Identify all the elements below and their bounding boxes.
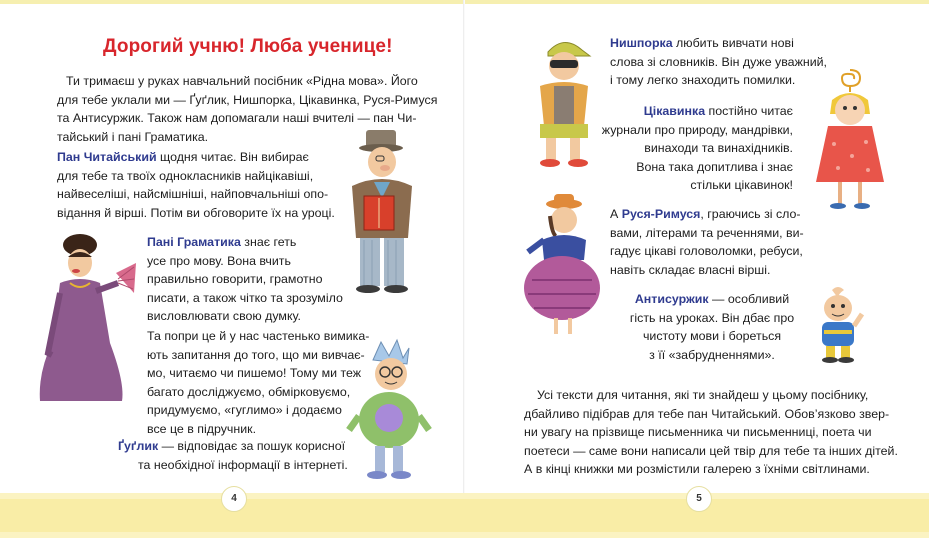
nyshporka-name: Нишпорка <box>610 36 673 50</box>
chytaiskyi-line-4: відання й вірші. Потім ви обговорите їх на уроці. <box>57 205 335 220</box>
hramatyka-line-4: писати, а також чітко та зрозуміло <box>147 290 343 305</box>
rusia-name: Руся-Римуся <box>621 207 701 221</box>
page-title: Дорогий учню! Люба ученице! <box>103 36 393 57</box>
guglyk-line-2: та необхідної інформації в інтернеті. <box>138 457 348 472</box>
intro-line-3: та Антисуржик. Також нам допомагали наші вчителі — пан Чи- <box>57 111 417 126</box>
chytaiskyi-line-1: Пан Читайський щодня читає. Він вибирає <box>57 150 309 164</box>
nyshporka-line-2: слова зі словників. Він дуже уважний, <box>610 54 827 69</box>
tsikavynka-line-1: Цікавинка постійно читає <box>643 104 793 118</box>
book-spine <box>463 0 465 538</box>
rusia-line-2: вами, літерами та реченнями, ви- <box>610 225 804 240</box>
tsikavynka-line-3: винаходи та винахідників. <box>644 141 793 156</box>
antysurzhyk-line-3: чистоту мови і бореться <box>642 329 782 344</box>
hramatyka-line-2: усе про мову. Вона вчить <box>147 253 291 268</box>
para2-line-5: придумуємо, «гуглимо» і додаємо <box>147 403 342 418</box>
tsikavynka-line-4: Вона така допитлива і знає <box>636 159 793 174</box>
nyshporka-illustration <box>530 34 600 174</box>
page-number-left: 4 <box>221 486 247 512</box>
antysurzhyk-line-2: гість на уроках. Він дбає про <box>629 310 795 325</box>
final-line-3: ни увагу на прізвище письменника чи письменниці, поета чи <box>524 425 872 440</box>
chytaiskyi-line-2: для тебе та твоїх однокласників найцікавіші, <box>57 168 314 183</box>
chytaiskyi-name: Пан Читайський <box>57 150 157 164</box>
nyshporka-line-1: Нишпорка любить вивчати нові <box>610 36 794 50</box>
hramatyka-name: Пані Граматика <box>147 235 241 249</box>
para2-line-3: мо, читаємо чи пишемо! Тому ми теж <box>147 366 362 381</box>
final-line-2: дбайливо підібрав для тебе пан Читайський. Обов’язково звер- <box>524 406 890 421</box>
intro-line-4: тайський і пані Граматика. <box>57 129 209 144</box>
rusia-line-1: А Руся-Римуся, граючись зі сло- <box>610 207 801 221</box>
intro-line-1: Ти тримаєш у руках навчальний посібник «Рідна мова». Його <box>66 74 418 88</box>
antysurzhyk-line-1: Антисуржик — особливий <box>634 292 790 306</box>
para2-line-1: Та попри це й у нас частенько вимика- <box>147 329 370 343</box>
para2-line-4: багато досліджуємо, обмірковуємо, <box>147 384 351 399</box>
rusia-line-4: навіть складає власні вірші. <box>610 262 771 277</box>
chytaiskyi-line-3: найвеселіші, найсмішніші, найповчальніші опо- <box>57 187 329 202</box>
antysurzhyk-line-4: з її «забрудненнями». <box>649 347 775 362</box>
tsikavynka-line-2: журнали про природу, мандрівки, <box>601 122 793 137</box>
hramatyka-line-3: правильно говорити, грамотно <box>147 272 323 287</box>
para2-line-2: ють запитання до того, що ми вивчає- <box>147 347 365 362</box>
bottom-band <box>0 493 929 538</box>
antysurzhyk-name: Антисуржик <box>634 292 709 306</box>
hramatyka-line-1: Пані Граматика знає геть <box>147 235 297 249</box>
rusia-line-3: гадує цікаві головоломки, ребуси, <box>610 244 803 259</box>
tsikavynka-name: Цікавинка <box>643 104 706 118</box>
pan-chytaiskyi-illustration <box>338 126 428 296</box>
antysurzhyk-illustration <box>808 286 868 364</box>
guglyk-illustration <box>345 338 435 483</box>
final-line-1: Усі тексти для читання, які ти знайдеш у цьому посібнику, <box>537 388 869 402</box>
page-number-right: 5 <box>686 486 712 512</box>
rusia-rymusia-illustration <box>522 190 604 340</box>
guglyk-name: Ґуґлик <box>118 439 159 453</box>
pani-hramatyka-illustration <box>30 233 140 403</box>
para2-line-6: все це в підручник. <box>147 422 257 436</box>
tsikavynka-illustration <box>808 64 888 214</box>
final-line-5: А в кінці книжки ми розмістили галерею з їхніми світлинами. <box>524 462 870 477</box>
final-line-4: поетеси — саме вони написали цей твір для тебе та інших дітей. <box>524 443 898 458</box>
nyshporka-line-3: і тому легко знаходить помилки. <box>610 73 796 88</box>
guglyk-line-1: Ґуґлик — відповідає за пошук корисної <box>118 439 346 453</box>
intro-line-2: для тебе уклали ми — Ґуґлик, Нишпорка, Цікавинка, Руся-Римуся <box>57 92 438 107</box>
hramatyka-line-5: висловлювати свою думку. <box>147 309 301 324</box>
tsikavynka-line-5: стільки цікавинок! <box>690 178 793 193</box>
